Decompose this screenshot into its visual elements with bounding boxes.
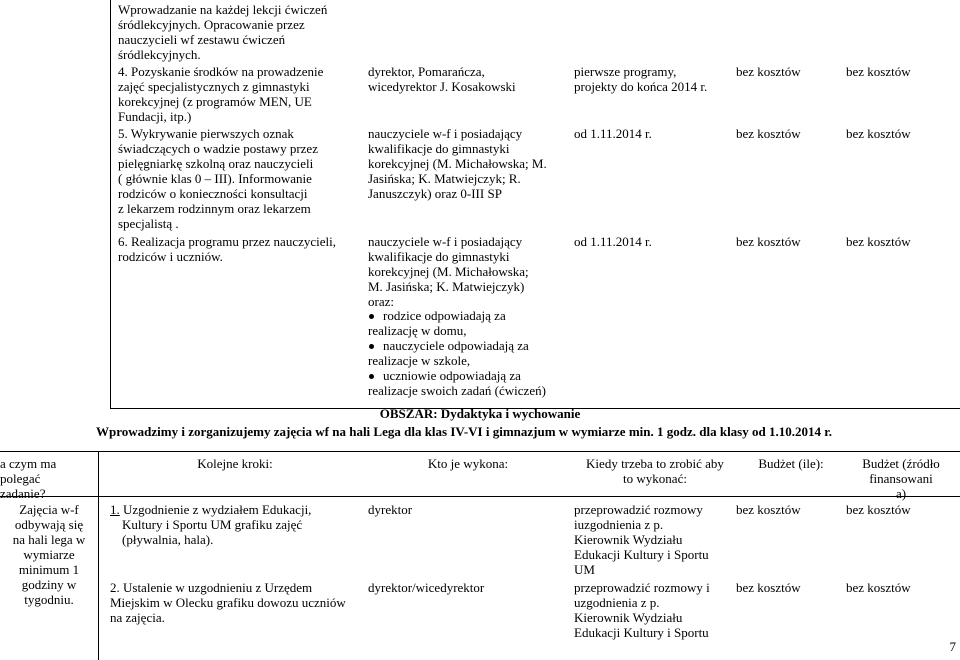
bullet-icon [369, 344, 374, 349]
who-line: nauczyciele w-f i posiadający [368, 126, 523, 141]
row1-number: 1. [110, 502, 120, 517]
header-line: finansowani [869, 471, 933, 486]
when-1 [574, 64, 734, 94]
who-line: M. Jasińska; K. Matwiejczyk) [368, 279, 525, 294]
step-line: na zajęcia. [110, 610, 165, 625]
header-task [0, 456, 96, 501]
step-line: Fundacji, itp.) [118, 109, 192, 124]
task-line: godziny w [21, 577, 77, 592]
step-line: pielęgniarkę szkolną oraz nauczycieli [118, 156, 314, 171]
step-line: specjalistą . [118, 216, 179, 231]
when-3 [574, 234, 734, 249]
source-2: bez kosztów [846, 126, 911, 141]
who-line: korekcyjnej (M. Michałowska; M. [368, 156, 547, 171]
header-line: Kto je wykona: [427, 456, 509, 471]
when-line: projekty do końca 2014 r. [574, 79, 708, 94]
section-title: OBSZAR: Dydaktyka i wychowanie [379, 406, 581, 421]
when-line: od 1.11.2014 r. [574, 234, 652, 249]
intro-line: śródlekcyjnych. Opracowanie przez [118, 17, 305, 32]
bullet-icon [369, 314, 374, 319]
when-line: od 1.11.2014 r. [574, 126, 652, 141]
who-line: wicedyrektor J. Kosakowski [368, 79, 516, 94]
header-line: a czym ma [0, 456, 57, 471]
row1-budget: bez kosztów [736, 502, 801, 517]
when-line: uzgodnienia z p. [574, 595, 660, 610]
when-line: przeprowadzić rozmowy [574, 502, 703, 517]
bullet-icon [369, 374, 374, 379]
row1-source: bez kosztów [846, 502, 911, 517]
step-line: 5. Wykrywanie pierwszych oznak [118, 126, 294, 141]
who-line: korekcyjnej (M. Michałowska; [368, 264, 529, 279]
budget-3: bez kosztów [736, 234, 801, 249]
step-line: z lekarzem rodzinnym oraz lekarzem [118, 201, 311, 216]
header-who [368, 456, 568, 471]
step-line: zajęć specjalistycznych z gimnastyki [118, 79, 310, 94]
step-5 [118, 126, 358, 231]
step-line: świadczących o wadzie postawy przez [118, 141, 318, 156]
responsibility-item: uczniowie odpowiadają za realizacje swoich zadań (ćwiczeń) [368, 368, 546, 398]
responsibility-list [358, 308, 588, 398]
header-budget [736, 456, 846, 471]
step-line: Miejskim w Olecku grafiku dowozu uczniów [110, 595, 346, 610]
header-line: to wykonać: [623, 471, 687, 486]
who-line: dyrektor, Pomarańcza, [368, 64, 485, 79]
budget-1: bez kosztów [736, 64, 801, 79]
step-4 [118, 64, 358, 124]
header-steps [110, 456, 360, 471]
header-when [574, 456, 736, 486]
goal-statement: Wprowadzimy i zorganizujemy zajęcia wf na hali Lega dla klas IV-VI i gimnazjum w wymiarze min. 1 godz. dla klasy od 1.10.2014 r. [96, 424, 833, 439]
step-line: 4. Pozyskanie środków na prowadzenie [118, 64, 324, 79]
task-line: minimum 1 [18, 562, 80, 577]
row1-step [110, 502, 360, 547]
step-line: 2. Ustalenie w uzgodnieniu z Urzędem [110, 580, 313, 595]
header-line: zadanie? [0, 486, 46, 501]
intro-line: śródlekcyjnych. [118, 47, 201, 62]
who-line: nauczyciele w-f i posiadający [368, 234, 523, 249]
when-line: iuzgodnienia z p. [574, 517, 664, 532]
step-6 [118, 234, 358, 264]
step-line: rodziców i uczniów. [118, 249, 223, 264]
who-line: kwalifikacje do gimnastyki [368, 249, 510, 264]
who-line: oraz: [368, 294, 394, 309]
row1-step-line-1: Uzgodnienie z wydziałem Edukacji, [123, 502, 312, 517]
who-line: Jasińska; K. Matwiejczyk; R. [368, 171, 521, 186]
when-2 [574, 126, 734, 141]
row2-source: bez kosztów [846, 580, 911, 595]
when-line: Kierownik Wydziału [574, 610, 683, 625]
row2-who: dyrektor/wicedyrektor [368, 580, 485, 595]
budget-2: bez kosztów [736, 126, 801, 141]
when-line: przeprowadzić rozmowy i [574, 580, 710, 595]
who-line: Januszczyk) oraz 0-III SP [368, 186, 502, 201]
when-line: Kierownik Wydziału [574, 532, 683, 547]
intro-line: Wprowadzanie na każdej lekcji ćwiczeń [118, 2, 328, 17]
header-line: Kiedy trzeba to zrobić aby [586, 456, 724, 471]
row2-budget: bez kosztów [736, 580, 801, 595]
step-line: Kultury i Sportu UM grafiku zajęć [122, 517, 303, 532]
when-line: UM [574, 562, 595, 577]
task-line: na hali lega w [12, 532, 86, 547]
header-line: Budżet (ile): [758, 456, 824, 471]
step-line: (pływalnia, hala). [122, 532, 214, 547]
task-line: wymiarze [23, 547, 75, 562]
who-line: kwalifikacje do gimnastyki [368, 141, 510, 156]
header-line: Kolejne kroki: [197, 456, 273, 471]
page-number: 7 [949, 639, 956, 654]
step-line: rodziców o konieczności konsultacji [118, 186, 308, 201]
responsibility-item: rodzice odpowiadają za realizację w domu, [368, 308, 506, 338]
row2-when [574, 580, 736, 640]
step-line: 6. Realizacja programu przez nauczycieli, [118, 234, 336, 249]
who-2 [368, 126, 568, 201]
row1-when [574, 502, 736, 577]
task-line: Zajęcia w-f [19, 502, 79, 517]
responsibility-item: nauczyciele odpowiadają za realizacje w szkole, [368, 338, 529, 368]
task-line: odbywają się [14, 517, 84, 532]
header-line: polegać [0, 471, 41, 486]
when-line: Edukacji Kultury i Sportu [574, 625, 709, 640]
row1-who: dyrektor [368, 502, 413, 517]
row2-step [110, 580, 370, 625]
when-line: Edukacji Kultury i Sportu [574, 547, 709, 562]
task-description [4, 502, 94, 607]
when-line: pierwsze programy, [574, 64, 677, 79]
step-line: ( głównie klas 0 – III). Informowanie [118, 171, 312, 186]
top-intro-text [118, 2, 358, 62]
source-3: bez kosztów [846, 234, 911, 249]
header-line: Budżet (źródło [862, 456, 940, 471]
task-line: tygodniu. [24, 592, 74, 607]
who-1 [368, 64, 568, 94]
header-line: a) [895, 486, 907, 501]
header-budget-source [846, 456, 956, 501]
source-1: bez kosztów [846, 64, 911, 79]
step-line: korekcyjnej (z programów MEN, UE [118, 94, 312, 109]
intro-line: nauczycieli wf zestawu ćwiczeń [118, 32, 286, 47]
who-3 [368, 234, 578, 309]
